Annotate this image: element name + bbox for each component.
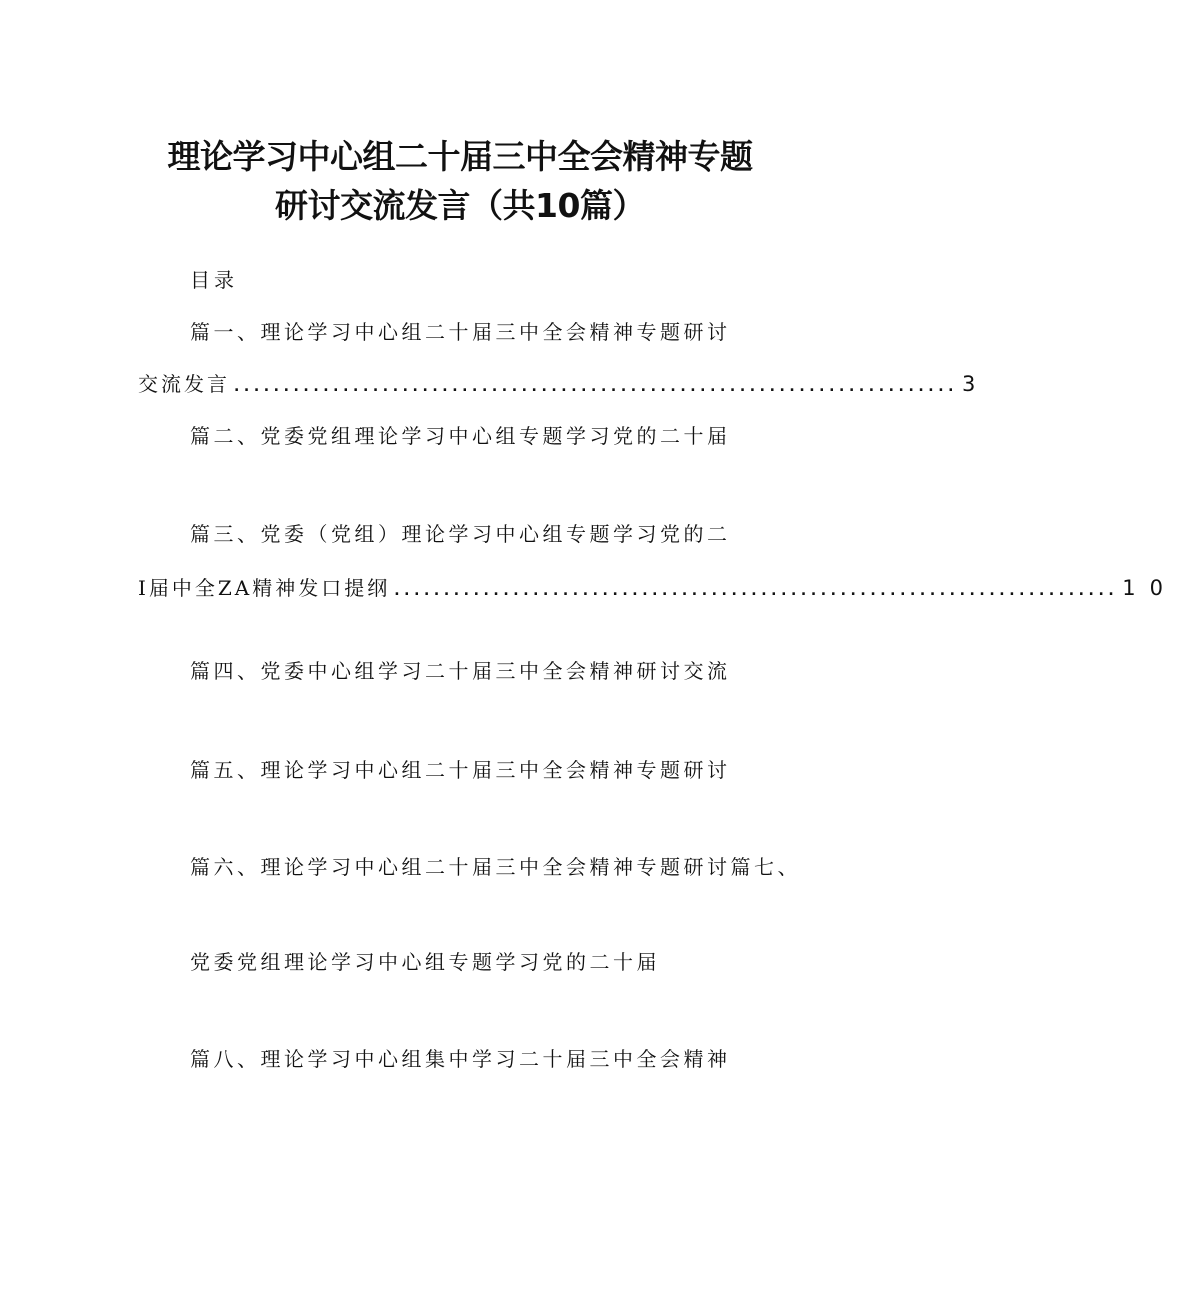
- document-title-line-1: 理论学习中心组二十届三中全会精神专题: [167, 137, 753, 176]
- toc-entry-7[interactable]: 党委党组理论学习中心组专题学习党的二十届: [190, 950, 660, 974]
- toc-leader-dots: .........................................................................: [394, 583, 1119, 599]
- toc-entry-8[interactable]: 篇八、理论学习中心组集中学习二十届三中全会精神: [190, 1047, 731, 1071]
- toc-entry-2[interactable]: 篇二、党委党组理论学习中心组专题学习党的二十届: [190, 424, 731, 448]
- toc-entry-6[interactable]: 篇六、理论学习中心组二十届三中全会精神专题研讨篇七、: [190, 855, 801, 879]
- toc-entry-1-continuation-text: 交流发言: [138, 372, 230, 396]
- toc-entry-1[interactable]: 篇一、理论学习中心组二十届三中全会精神专题研讨: [190, 320, 731, 344]
- toc-entry-3-page-number: 10: [1122, 576, 1177, 600]
- toc-entry-3[interactable]: 篇三、党委（党组）理论学习中心组专题学习党的二: [190, 522, 731, 546]
- toc-leader-dots: .........................................................................: [234, 379, 959, 395]
- toc-entry-5[interactable]: 篇五、理论学习中心组二十届三中全会精神专题研讨: [190, 758, 731, 782]
- toc-entry-1-page-number: 3: [962, 372, 990, 396]
- toc-entry-4[interactable]: 篇四、党委中心组学习二十届三中全会精神研讨交流: [190, 659, 731, 683]
- toc-heading: 目录: [190, 268, 238, 292]
- toc-entry-3-continuation-text: I届中全ZA精神发口提纲: [138, 576, 391, 600]
- toc-entry-1-continuation[interactable]: [138, 370, 990, 401]
- toc-entry-3-continuation[interactable]: [138, 574, 1177, 605]
- document-title-line-2: 研讨交流发言（共10篇）: [275, 186, 645, 225]
